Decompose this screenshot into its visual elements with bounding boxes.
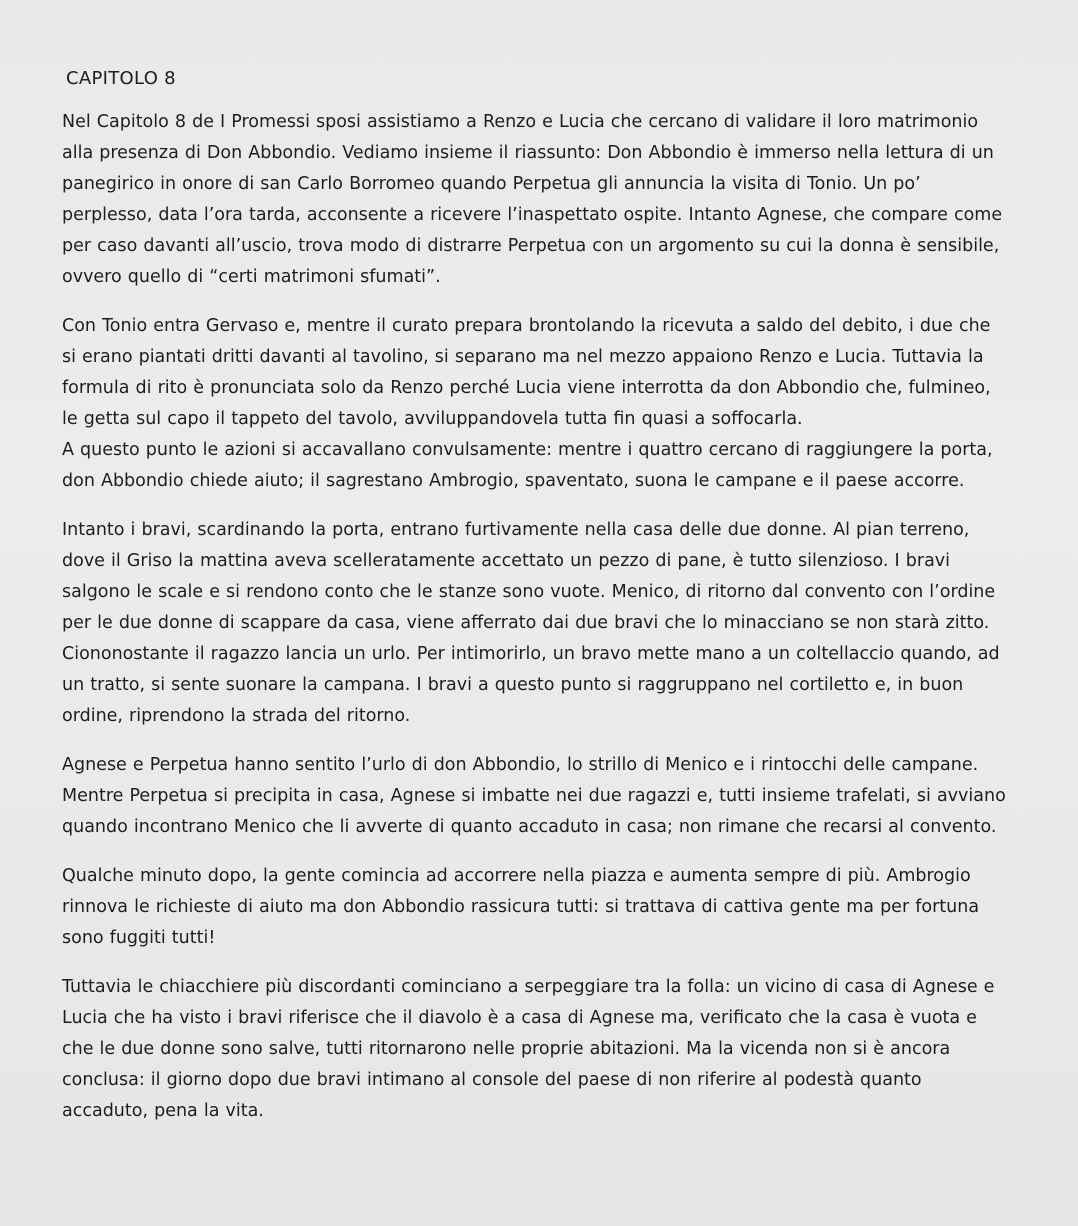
paragraph-agnese-perpetua: Agnese e Perpetua hanno sentito l’urlo di don Abbondio, lo strillo di Menico e i rintocchi delle campane. Mentre Perpetua si precipita in casa, Agnese si imbatte nei due ragazzi e, tutti insieme trafelati, si avviano quando incontrano Menico che li avverte di quanto accaduto in casa; non rimane che recarsi al convento. [62, 755, 1006, 837]
paragraph-wedding-attempt: Con Tonio entra Gervaso e, mentre il curato prepara brontolando la ricevuta a saldo del debito, i due che si erano piantati dritti davanti al tavolino, si separano ma nel mezzo appaiono Renzo e Lucia. Tuttavia la formula di rito è pronunciata solo da Renzo perché Lucia viene interrotta da don Abbondio che, fulmineo, le getta sul capo il tappeto del tavolo, avviluppandovela tutta fin quasi a soffocarla. [62, 316, 991, 429]
chapter-title: CAPITOLO 8 [66, 68, 176, 89]
paragraph-intro: Nel Capitolo 8 de I Promessi sposi assistiamo a Renzo e Lucia che cercano di validare il loro matrimonio alla presenza di Don Abbondio. Vediamo insieme il riassunto: Don Abbondio è immerso nella lettura di un panegirico in onore di san Carlo Borromeo quando Perpetua gli annuncia la visita di Tonio. Un po’ perplesso, data l’ora tarda, acconsente a ricevere l’inaspettato ospite. Intanto Agnese, che compare come per caso davanti all’uscio, trova modo di distrarre Perpetua con un argomento su cui la donna è sensibile, ovvero quello di “certi matrimoni sfumati”. [62, 112, 1003, 287]
paragraph-rumors: Tuttavia le chiacchiere più discordanti cominciano a serpeggiare tra la folla: un vicino di casa di Agnese e Lucia che ha visto i bravi riferisce che il diavolo è a casa di Agnese ma, verificato che la casa è vuota e che le due donne sono salve, tutti ritornarono nelle proprie abitazioni. Ma la vicenda non si è ancora conclusa: il giorno dopo due bravi intimano al console del paese di non riferire al podestà quanto accaduto, pena la vita. [62, 977, 995, 1121]
paragraph-bravi: Intanto i bravi, scardinando la porta, entrano furtivamente nella casa delle due donne. Al pian terreno, dove il Griso la mattina aveva scelleratamente accettato un pezzo di pane, è tutto silenzioso. I bravi salgono le scale e si rendono conto che le stanze sono vuote. Menico, di ritorno dal convento con l’ordine per le due donne di scappare da casa, viene afferrato dai due bravi che lo minacciano se non starà zitto. Ciononostante il ragazzo lancia un urlo. Per intimorirlo, un bravo mette mano a un coltellaccio quando, ad un tratto, si sente suonare la campana. I bravi a questo punto si raggruppano nel cortiletto e, in buon ordine, riprendono la strada del ritorno. [62, 520, 1000, 726]
paragraph-crowd: Qualche minuto dopo, la gente comincia ad accorrere nella piazza e aumenta sempre di più. Ambrogio rinnova le richieste di aiuto ma don Abbondio rassicura tutti: si trattava di cattiva gente ma per fortuna sono fuggiti tutti! [62, 866, 980, 948]
paragraph-alarm: A questo punto le azioni si accavallano convulsamente: mentre i quattro cercano di raggiungere la porta, don Abbondio chiede aiuto; il sagrestano Ambrogio, spaventato, suona le campane e il paese accorre. [62, 440, 993, 491]
